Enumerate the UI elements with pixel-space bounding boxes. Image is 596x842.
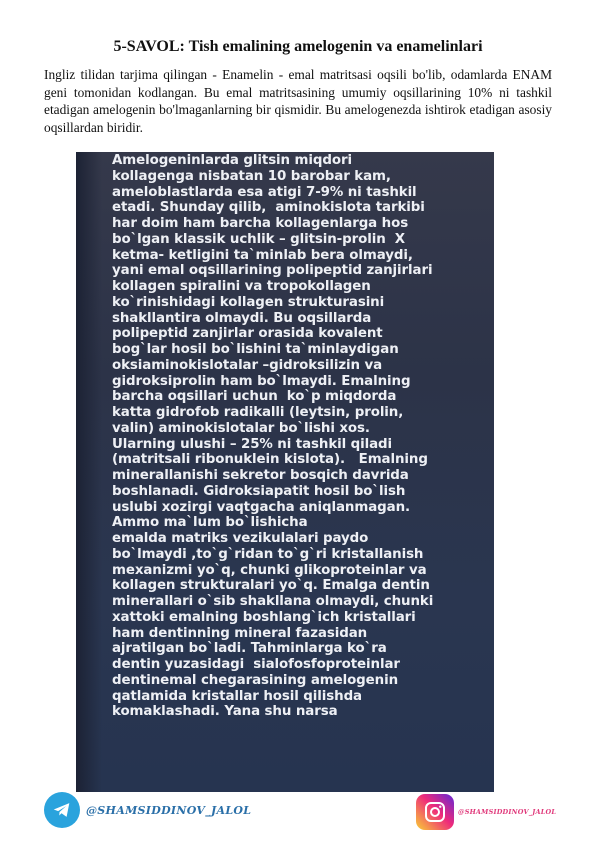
photo-text: Amelogeninlarda glitsin miqdori kollagenga nisbatan 10 barobar kam, ameloblastlarda esa atigi 7-9% ni tashkil etadi. Shunday qilib, aminokislota tarkibi har doim ham barcha kollagenlarga hos bo`lgan klassik uchlik – glitsin-prolin X ketma- ketligini ta`minlab bera olmaydi, yani emal oqsillarining polipeptid zanjirlari kollagen spiralini va tropokollagen ko`rinishidagi kollagen strukturasini shakllantira olmaydi. Bu oqsillarda polipeptid zanjirlar orasida kovalent bog`lar hosil bo`lishini ta`minlaydigan oksiaminokislotalar –gidroksilizin va gidroksiprolin ham bo`lmaydi. Emalning barcha oqsillari uchun ko`p miqdorda katta gidrofob radikalli (leytsin, prolin, valin) aminokislotalar bo`lishi xos. Ularning ulushi – 25% ni tashkil qiladi (matritsali ribonuklein kislota). Emalning minerallanishi sekretor bosqich davrida boshlanadi. Gidroksiapatit hosil bo`lish uslubi xozirgi vaqtgacha aniqlanmagan. Ammo ma`lum bo`lishicha emalda matriks vezikulalari paydo bo`lmaydi ,to`g`ridan to`g`ri kristallanish mexanizmi yo`q, chunki glikoproteinlar va kollagen strukturalari yo`q. Emalga dentin minerallari o`sib shakllana olmaydi, chunki xattoki emalning boshlang`ich kristallari ham dentinning mineral fazasidan ajratilgan bo`ladi. Tahminlarga ko`ra dentin yuzasidagi sialofosfoproteinlar dentinemal chegarasining amelogenin qatlamida kristallar hosil qilishda komaklashadi. Yana shu narsa [112,153,434,720]
instagram-icon [416,794,454,830]
instagram-footer [416,794,556,830]
intro-paragraph: Ingliz tilidan tarjima qilingan - Enamelin - emal matritsasi oqsili bo'lib, odamlarda ENAM geni tomonidan kodlangan. Bu emal matritsasining umumiy oqsillarining 10% ni tashkil etadigan amelogenin bo'lmaganlarning bir qismidir. Bu amelogenezda ishtirok etadigan asosiy oqsillardan biridir. [44,67,552,135]
telegram-icon [44,792,80,828]
textbook-photo [76,152,494,792]
telegram-handle: @SHAMSIDDINOV_JALOL [86,803,252,817]
instagram-handle: @SHAMSIDDINOV_JALOL [458,808,557,816]
telegram-footer [44,792,251,828]
page-title: 5-SAVOL: Tish emalining amelogenin va enamelinlari [113,38,483,55]
